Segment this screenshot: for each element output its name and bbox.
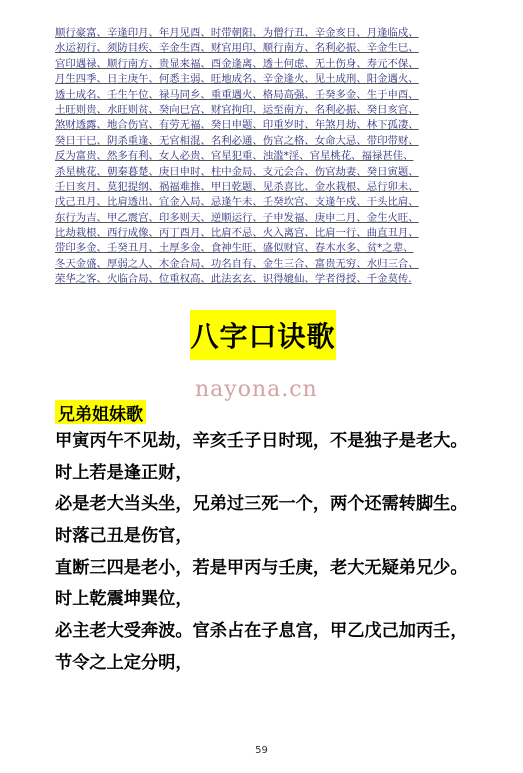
verse-line: 必是老大当头坐，兄弟过三死一个，两个还需转脚生。: [55, 494, 468, 515]
page-number: 59: [255, 745, 268, 756]
text-line: 官印遇禄、顺行南方、贵显来福、酉金逢离、透土何虑、无土伤身、寿元不保、: [55, 57, 419, 70]
subsection-title: [55, 400, 146, 424]
watermark: nayona.cn: [195, 377, 318, 402]
text-line: 杀星桃花、朝秦暮楚、庚日申时、柱中金局、支元会合、伤官劫妻、癸日寅题、: [55, 165, 419, 178]
text-line: 反为富贵、然多有利、女人必贵、官星犯重、浊滥*淫、官星桃花、福禄甚佳、: [55, 150, 414, 163]
text-line: 壬日亥月、莫犯提纲、祸福难推、甲日乾题、见杀喜比、金水栽根、忌行卯未、: [55, 180, 419, 193]
subsection-title-text: 兄弟姐妹歌: [58, 404, 143, 425]
verse-block: [55, 426, 495, 680]
verse-line: 时上乾震坤巽位，: [55, 589, 193, 610]
text-line: 水运初行、须防目疾、辛金生酉、财官用印、顺行南方、名利必振、辛金生巳、: [55, 42, 419, 55]
section-title-text: 八字口诀歌: [190, 320, 336, 353]
section-title: [190, 310, 336, 360]
verse-line: 直断三四是老小，若是甲丙与壬庚，老大无疑弟兄少。: [55, 557, 468, 578]
text-line: 戊己丑月、比肩透出、宜金入局、忌逢午未、壬癸坎宫、支逢午戍、干头比肩、: [55, 196, 419, 209]
verse-line: 甲寅丙午不见劫，辛亥壬子日时现，不是独子是老大。: [55, 431, 468, 451]
text-line: 带印多金、壬癸丑月、土厚多金、食神生旺、盛似财官、春木水多、贫*之辈、: [55, 242, 414, 255]
text-line: 煞财透露、地合伤官、有劳无福、癸日申题、印重岁时、年煞月劫、林下孤凄、: [55, 119, 419, 132]
text-line: 荣华之客、火临合局、位重权高、此法玄玄、识得媲仙、学者得授、千金莫传.: [55, 273, 412, 286]
text-line: 土旺则贵、水旺则贫、癸向巳宫、财官拘印、运至南方、名利必振、癸日亥宫、: [55, 103, 419, 116]
text-line: 东行为吉、甲乙震宫、印多则天、逆顺运行、子申发福、庚申二月、金生火旺、: [55, 211, 419, 224]
top-text-block: [55, 26, 480, 288]
text-line: 癸日干巳、阴杀重逢、无官相混、名利必通、伤官之格、女命大忌、带印带财、: [55, 134, 419, 147]
verse-line: 时上若是逢正财，: [55, 462, 193, 483]
text-line: 月生四季、日主庚午、何悉主弱、旺地成名、辛金逢火、见土成刑、阳金遇火、: [55, 73, 419, 86]
text-line: 透土成名、壬生午位、禄马同乡、重重遇火、格局高强、壬癸多金、生于申酉、: [55, 88, 419, 101]
verse-line: 时落己丑是伤官，: [55, 526, 193, 547]
text-line: 顺行豪富、辛逢印月、年月见酉、时带朝阳、为僧行丑、辛金亥日、月逢临戍、: [55, 27, 419, 39]
verse-line: 节令之上定分明，: [55, 652, 193, 673]
verse-line: 必主老大受奔波。官杀占在子息宫，甲乙戊己加丙壬，: [55, 621, 468, 642]
text-line: 冬天金盛、厚弱之人、木金合局、功名自有、金生三合、富贵无穷、水归三合、: [55, 257, 419, 270]
text-line: 比劫栽根、西行成像、丙丁酉月、比肩不忌、火入离宫、比肩一行、曲直丑月、: [55, 227, 419, 240]
